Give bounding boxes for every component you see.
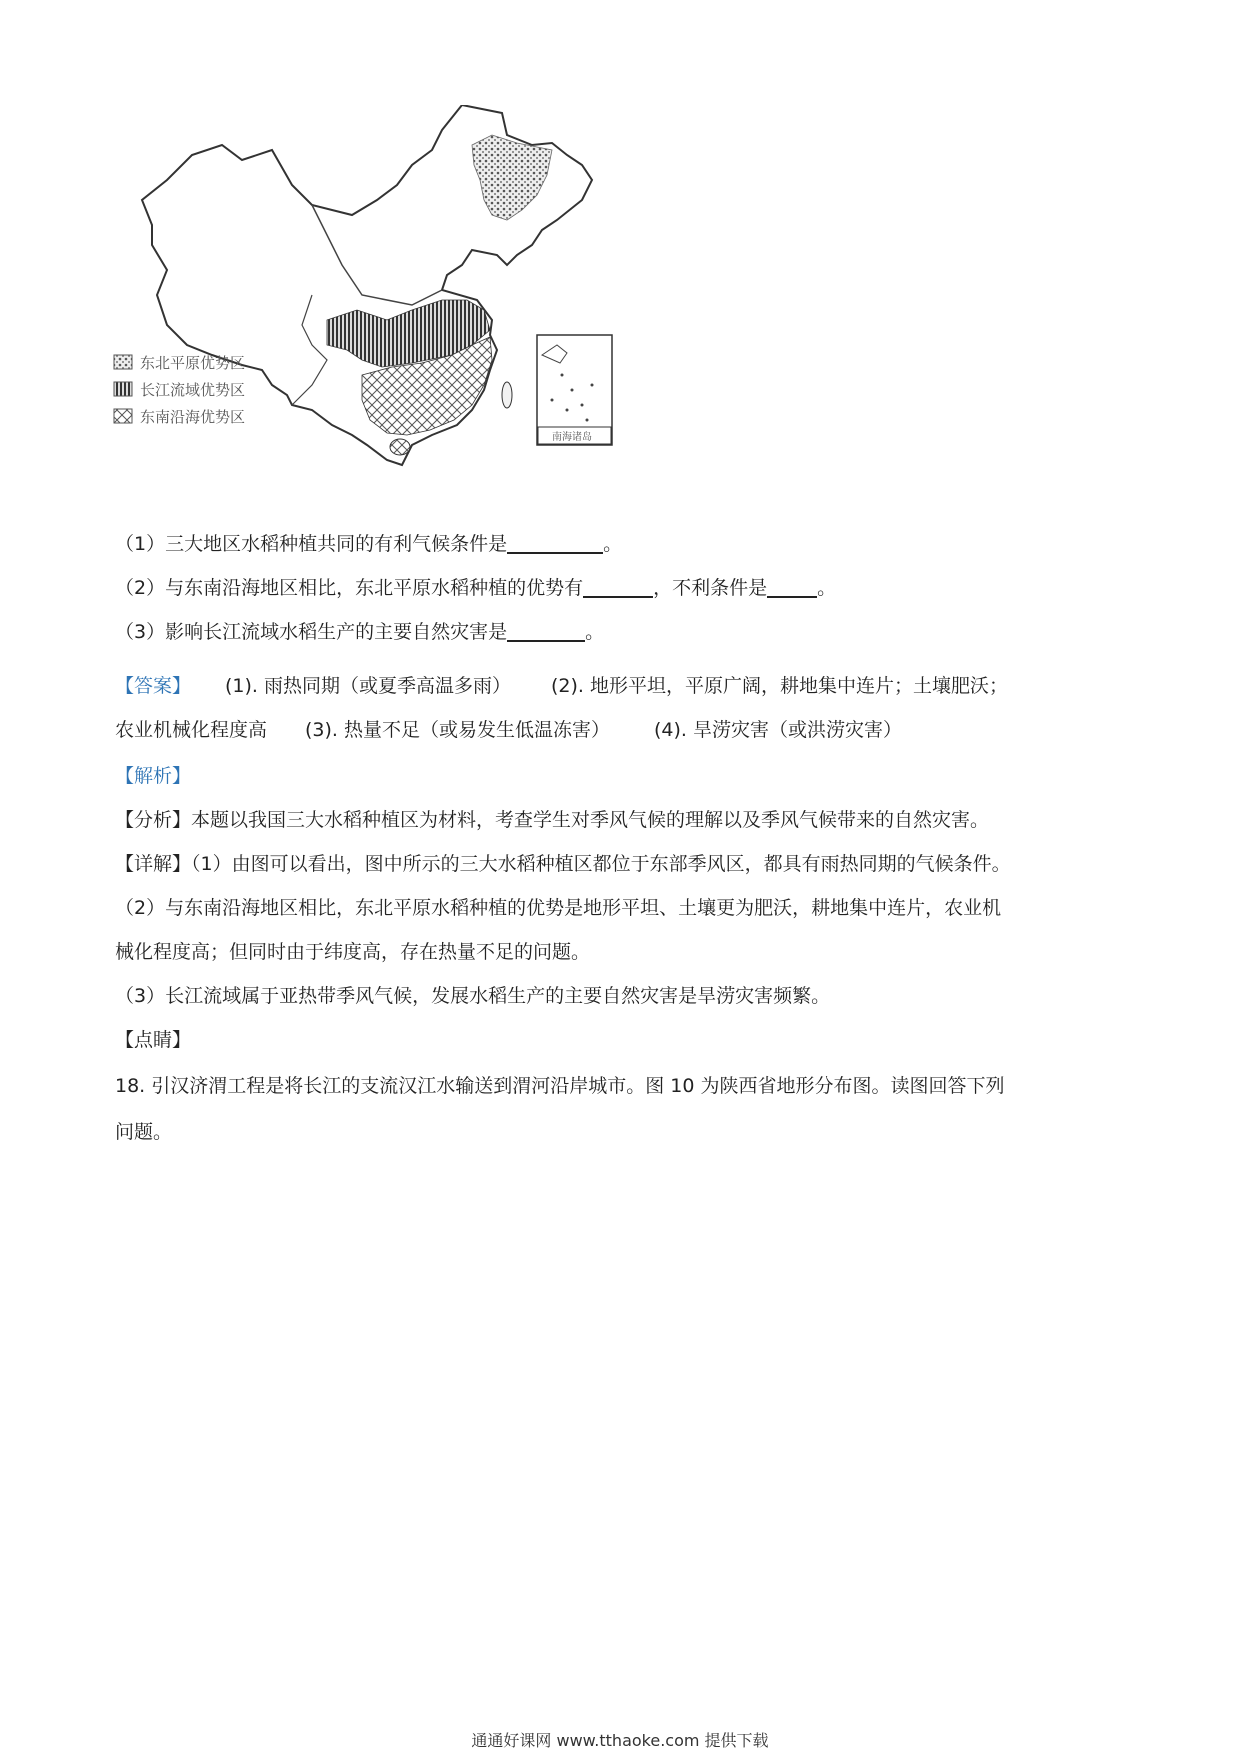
question-3-end: 。 bbox=[585, 621, 605, 643]
internal-boundary-2 bbox=[292, 295, 327, 405]
question-1-text: （1）三大地区水稻种植共同的有利气候条件是 bbox=[115, 533, 508, 555]
map-legend bbox=[114, 354, 245, 426]
answer-item-2: (2). 地形平坦，平原广阔，耕地集中连片；土壤肥沃； bbox=[551, 675, 1009, 697]
hainan-island bbox=[390, 439, 410, 455]
answer-label: 【答案】 bbox=[115, 675, 192, 697]
analysis-dianjing: 【点睛】 bbox=[115, 1029, 192, 1051]
inset-label: 南海诸岛 bbox=[552, 432, 592, 443]
question-2 bbox=[115, 574, 836, 602]
legend-label-yangtze: 长江流域优势区 bbox=[140, 381, 246, 399]
analysis-xiangjie-1: 【详解】（1）由图可以看出，图中所示的三大水稻种植区都位于东部季风区，都具有雨热同期的气候条件。 bbox=[115, 853, 1011, 875]
legend-label-northeast: 东北平原优势区 bbox=[140, 354, 246, 372]
question-3-blank bbox=[507, 620, 585, 642]
page-footer: 通通好课网 www.tthaoke.com 提供下载 bbox=[471, 1731, 769, 1750]
taiwan-island bbox=[502, 382, 512, 408]
question-3-text: （3）影响长江流域水稻生产的主要自然灾害是 bbox=[115, 621, 508, 643]
answer-line-2 bbox=[115, 716, 902, 744]
answer-item-2-continued: 农业机械化程度高 bbox=[115, 719, 268, 741]
answer-item-1: (1). 雨热同期（或夏季高温多雨） bbox=[225, 675, 512, 697]
analysis-xiangjie-2b: 械化程度高；但同时由于纬度高，存在热量不足的问题。 bbox=[115, 941, 591, 963]
south-china-sea-inset bbox=[537, 335, 612, 445]
legend-label-southeast: 东南沿海优势区 bbox=[140, 408, 246, 426]
question-18-line-2: 问题。 bbox=[115, 1121, 173, 1143]
china-rice-regions-map bbox=[112, 105, 702, 505]
analysis-xiangjie-2a: （2）与东南沿海地区相比，东北平原水稻种植的优势是地形平坦、土壤更为肥沃，耕地集中连片，农业机 bbox=[115, 897, 1002, 919]
northeast-plain-region bbox=[472, 135, 552, 220]
answer-item-3: (3). 热量不足（或易发生低温冻害） bbox=[305, 719, 611, 741]
map-svg bbox=[112, 105, 702, 505]
question-2-blank-2 bbox=[767, 576, 817, 598]
analysis-xiangjie-3: （3）长江流域属于亚热带季风气候，发展水稻生产的主要自然灾害是旱涝灾害频繁。 bbox=[115, 985, 831, 1007]
analysis-fenxi: 【分析】本题以我国三大水稻种植区为材料，考查学生对季风气候的理解以及季风气候带来的自然灾害。 bbox=[115, 809, 990, 831]
question-1 bbox=[115, 530, 622, 558]
answer-item-4: (4). 旱涝灾害（或洪涝灾害） bbox=[654, 719, 903, 741]
question-1-end: 。 bbox=[603, 533, 623, 555]
internal-boundary-1 bbox=[312, 205, 442, 305]
question-3 bbox=[115, 618, 604, 646]
answer-line-1 bbox=[115, 672, 1008, 700]
question-18-line-1: 18. 引汉济渭工程是将长江的支流汉江水输送到渭河沿岸城市。图 10 为陕西省地形分布图。读图回答下列 bbox=[115, 1075, 1005, 1097]
question-2-end: 。 bbox=[817, 577, 837, 599]
question-1-blank bbox=[507, 532, 603, 554]
analysis-label: 【解析】 bbox=[115, 765, 192, 787]
question-2-blank-1 bbox=[583, 576, 653, 598]
question-2-text: （2）与东南沿海地区相比，东北平原水稻种植的优势有 bbox=[115, 577, 584, 599]
question-2-text-middle: ，不利条件是 bbox=[653, 577, 768, 599]
